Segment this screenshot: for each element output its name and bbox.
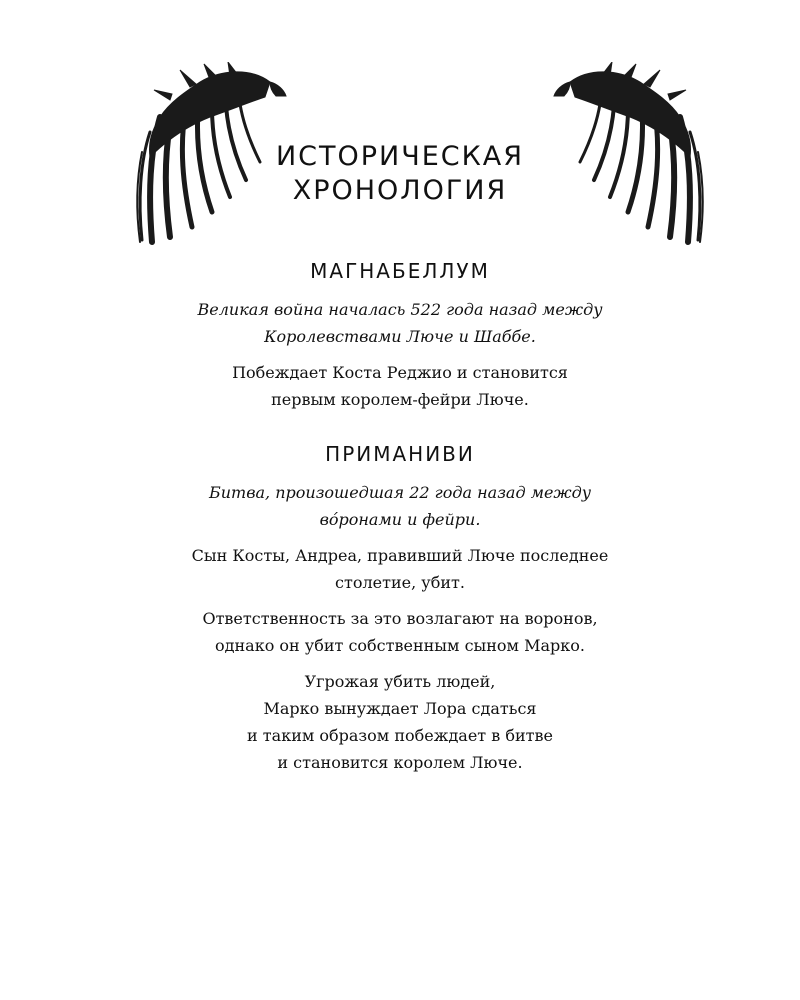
paragraph-line: Великая война началась 522 года назад между [197,300,603,319]
page-title-line1: ИСТОРИЧЕСКАЯ [275,141,525,173]
section-paragraph [150,296,650,350]
paragraph-line: Битва, произошедшая 22 года назад между [208,483,592,502]
paragraph-line: Марко вынуждает Лора сдаться [263,699,537,718]
section-paragraph [150,668,650,776]
paragraph-line: однако он убит собственным сыном Марко. [215,636,585,655]
paragraph-line: и таким образом побеждает в битве [247,726,553,745]
paragraph-line: и становится королем Люче. [277,753,523,772]
timeline-content [150,256,650,776]
paragraph-line: Угрожая убить людей, [304,672,496,691]
paragraph-line: Ответственность за это возлагают на воронов, [202,609,598,628]
section-paragraph [150,359,650,413]
paragraph-line: Побеждает Коста Реджио и становится [232,363,568,382]
page-title-line2: ХРОНОЛОГИЯ [292,175,508,207]
paragraph-line: первым королем-фейри Люче. [271,390,529,409]
section-title-primanivi: ПРИМАНИВИ [325,442,475,466]
section-paragraph [150,479,650,533]
page-title [0,140,800,208]
paragraph-line: Королевствами Люче и Шаббе. [264,327,536,346]
paragraph-line: Сын Косты, Андреа, правивший Люче последнее [191,546,609,565]
paragraph-line: столетие, убит. [335,573,465,592]
section-paragraph [150,542,650,596]
section-paragraph [150,605,650,659]
section-title-magnabellum: МАГНАБЕЛЛУМ [310,259,490,283]
paragraph-line: вóронами и фейри. [319,510,481,529]
